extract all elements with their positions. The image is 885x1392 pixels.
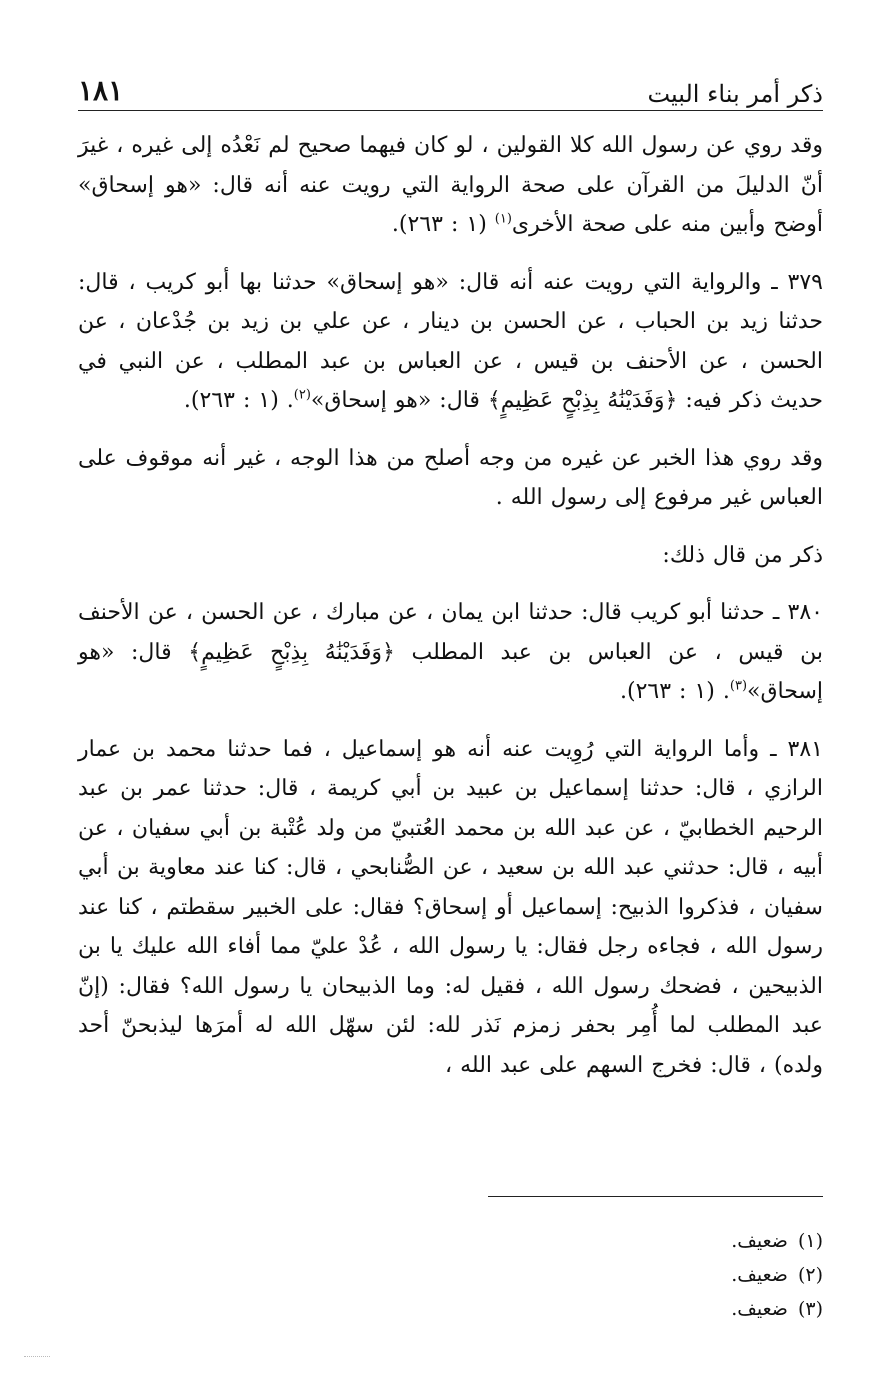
- footnotes: [78, 1224, 823, 1326]
- paragraph-381: ٣٨١ ـ وأما الرواية التي رُوِيت عنه أنه هو إسماعيل ، فما حدثنا محمد بن عمار الرازي ، قال: حدثنا إسماعيل بن عبيد بن أبي كريمة ، قال: حدثنا عمر بن عبد الرحيم الخطابيّ ، عن عبد الله بن محمد العُتبيّ من ولد عُتْبة بن أبي سفيان ، عن أبيه ، قال: حدثني عبد الله بن سعيد ، عن الصُّنابحي ، قال: كنا عند معاوية بن أبي سفيان ، فذكروا الذبيح: إسماعيل أو إسحاق؟ فقال: على الخبير سقطتم ، كنا عند رسول الله ، فجاءه رجل فقال: يا رسول الله ، عُدْ عليّ مما أفاء الله عليك يا بن الذبيحين ، فضحك رسول الله ، فقيل له: وما الذبيحان يا رسول الله؟ فقال: (إنّ عبد المطلب لما أُمِر بحفر زمزم نَذر لله: لئن سهّل الله له أمرَها ليذبحنّ أحد ولده) ، قال: فخرج السهم على عبد الله ،: [78, 736, 823, 1078]
- scan-artifact: [24, 1356, 50, 1363]
- footnote-rule: [488, 1196, 823, 1197]
- footnote-1: (١)ضعيف.: [731, 1230, 823, 1252]
- paragraph-intro: وقد روي عن رسول الله كلا القولين ، لو كان فيهما صحيح لم نَعْدُه إلى غيره ، غيرَ أنّ الدليلَ من القرآن على صحة الرواية التي رويت عنه أنه قال: «هو إسحاق» أوضح وأبين منه على صحة الأخرى$^{(١)}$ (١ : ٢٦٣).: [78, 133, 823, 237]
- paragraph-379: ٣٧٩ ـ والرواية التي رويت عنه أنه قال: «هو إسحاق» حدثنا بها أبو كريب ، قال: حدثنا زيد بن الحباب ، عن الحسن بن دينار ، عن علي بن زيد بن جُدْعان ، عن الحسن ، عن الأحنف بن قيس ، عن العباس بن عبد المطلب ، عن النبي في حديث ذكر فيه: ﴿وَفَدَيْنَٰهُ بِذِبْحٍ عَظِيمٍ﴾ قال: «هو إسحاق»$^{(٢)}$. (١ : ٢٦٣).: [78, 269, 823, 413]
- footnote-2: (٢)ضعيف.: [731, 1264, 823, 1286]
- footnote-ref-3: (٣): [729, 678, 748, 694]
- paragraph-heading: ذكر من قال ذلك:: [662, 542, 823, 568]
- page-number: ١٨١: [78, 74, 124, 107]
- footnote-ref-1: (١): [494, 211, 512, 227]
- footnote-3: (٣)ضعيف.: [731, 1298, 823, 1320]
- main-text: [78, 126, 823, 1103]
- paragraph-mawquf: وقد روي هذا الخبر عن غيره من وجه أصلح من هذا الوجه ، غير أنه موقوف على العباس غير مرفوع إلى رسول الله .: [78, 445, 823, 510]
- running-title: ذكر أمر بناء البيت: [647, 80, 823, 108]
- paragraph-380: ٣٨٠ ـ حدثنا أبو كريب قال: حدثنا ابن يمان ، عن مبارك ، عن الحسن ، عن الأحنف بن قيس ، عن العباس بن عبد المطلب ﴿وَفَدَيْنَٰهُ بِذِبْحٍ عَظِيمٍ﴾ قال: «هو إسحاق»$^{(٣)}$. (١ : ٢٦٣).: [78, 600, 823, 704]
- page-header: [78, 72, 823, 112]
- footnote-ref-2: (٢): [293, 387, 311, 403]
- header-rule: [78, 110, 823, 111]
